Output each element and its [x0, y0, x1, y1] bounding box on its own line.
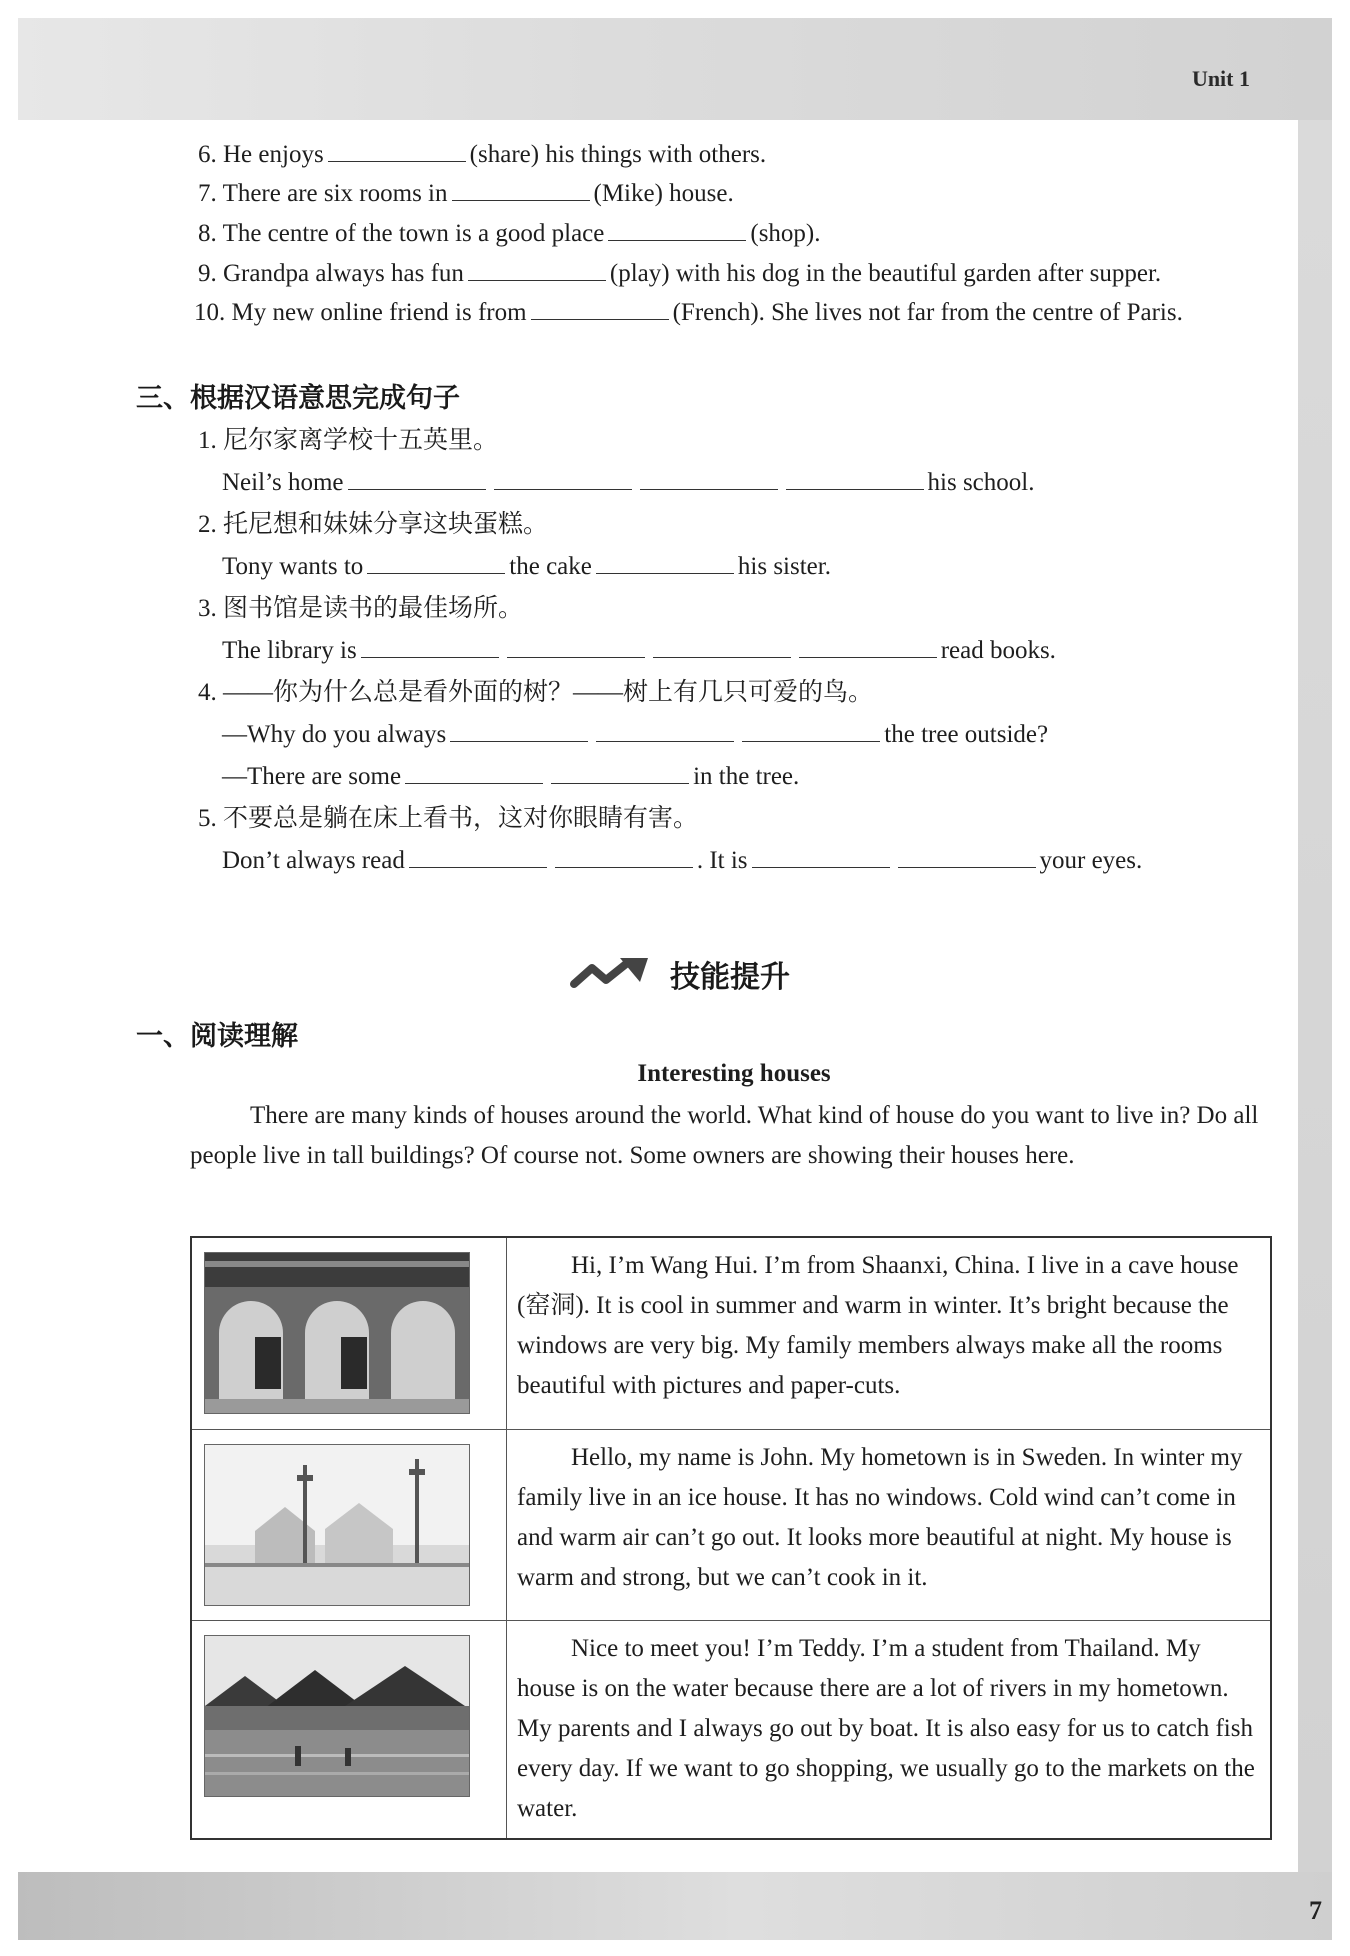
answer-blank[interactable]	[551, 761, 689, 784]
houses-table	[190, 1236, 1272, 1840]
table-row	[191, 1237, 1271, 1429]
footer-band	[18, 1872, 1332, 1940]
table-row	[191, 1621, 1271, 1839]
section-heading: 三、根据汉语意思完成句子	[136, 383, 460, 414]
translation-line: The library is read books.	[222, 637, 1056, 664]
answer-blank[interactable]	[752, 845, 890, 868]
header-band	[18, 18, 1332, 120]
answer-blank[interactable]	[653, 635, 791, 658]
answer-blank[interactable]	[409, 845, 547, 868]
translation-line: —Why do you always the tree outside?	[222, 721, 1049, 748]
answer-blank[interactable]	[468, 258, 606, 281]
cave-house-photo	[204, 1252, 470, 1414]
section-heading: 一、阅读理解	[136, 1021, 298, 1052]
answer-blank[interactable]	[367, 551, 505, 574]
house-description: Hi, I’m Wang Hui. I’m from Shaanxi, China. I live in a cave house (窑洞). It is cool in summer and warm in winter. It’s bright because the windows are very big. My family members always make all the rooms beautiful with pictures and paper-cuts.	[517, 1252, 1239, 1399]
translation-line: Neil’s home his school.	[222, 469, 1035, 496]
exercise-item: 9. Grandpa always has fun (play) with his dog in the beautiful garden after supper.	[198, 260, 1162, 287]
answer-blank[interactable]	[494, 467, 632, 490]
exercise-item: 10. My new online friend is from (French). She lives not far from the centre of Paris.	[194, 299, 1183, 326]
chinese-prompt: 2. 托尼想和妹妹分享这块蛋糕。	[198, 511, 549, 538]
chinese-prompt: 3. 图书馆是读书的最佳场所。	[198, 595, 524, 622]
answer-blank[interactable]	[742, 719, 880, 742]
article-title: Interesting houses	[637, 1060, 831, 1087]
exercise-item: 6. He enjoys (share) his things with others.	[198, 141, 767, 168]
answer-blank[interactable]	[640, 467, 778, 490]
answer-blank[interactable]	[596, 551, 734, 574]
answer-blank[interactable]	[361, 635, 499, 658]
exercise-item: 7. There are six rooms in (Mike) house.	[198, 180, 734, 207]
answer-blank[interactable]	[328, 139, 466, 162]
answer-blank[interactable]	[799, 635, 937, 658]
table-row	[191, 1429, 1271, 1621]
chinese-prompt: 4. ——你为什么总是看外面的树？——树上有几只可爱的鸟。	[198, 679, 874, 706]
water-house-photo	[204, 1635, 470, 1797]
chinese-prompt: 5. 不要总是躺在床上看书，这对你眼睛有害。	[198, 805, 699, 832]
answer-blank[interactable]	[898, 845, 1036, 868]
answer-blank[interactable]	[596, 719, 734, 742]
skills-section-title: 技能提升	[570, 950, 830, 996]
answer-blank[interactable]	[450, 719, 588, 742]
house-description: Hello, my name is John. My hometown is in Sweden. In winter my family live in an ice house. It has no windows. Cold wind can’t come in and warm air can’t go out. It looks more beautiful at night. My house is warm and strong, but we can’t cook in it.	[517, 1443, 1243, 1591]
page-number: 7	[1309, 1896, 1322, 1925]
answer-blank[interactable]	[405, 761, 543, 784]
side-band	[1298, 120, 1332, 1872]
answer-blank[interactable]	[555, 845, 693, 868]
translation-line: Don’t always read . It is your eyes.	[222, 847, 1143, 874]
answer-blank[interactable]	[507, 635, 645, 658]
intro-paragraph: There are many kinds of houses around the world. What kind of house do you want to live in? Do all people live in tall buildings? Of course not. Some owners are showing their houses here.	[190, 1102, 1259, 1169]
unit-label: Unit 1	[1191, 66, 1250, 91]
translation-line: —There are some in the tree.	[222, 763, 800, 790]
answer-blank[interactable]	[452, 178, 590, 201]
answer-blank[interactable]	[608, 218, 746, 241]
answer-blank[interactable]	[531, 297, 669, 320]
answer-blank[interactable]	[348, 467, 486, 490]
chinese-prompt: 1. 尼尔家离学校十五英里。	[198, 427, 499, 454]
ice-house-photo	[204, 1444, 470, 1606]
house-description: Nice to meet you! I’m Teddy. I’m a student from Thailand. My house is on the water because there are a lot of rivers in my hometown. My parents and I always go out by boat. It is also easy for us to catch fish every day. If we want to go shopping, we usually go to the markets on the water.	[517, 1635, 1255, 1823]
translation-line: Tony wants to the cake his sister.	[222, 553, 831, 580]
answer-blank[interactable]	[786, 467, 924, 490]
trend-arrow-icon	[570, 956, 654, 990]
exercise-item: 8. The centre of the town is a good place (shop).	[198, 220, 821, 247]
